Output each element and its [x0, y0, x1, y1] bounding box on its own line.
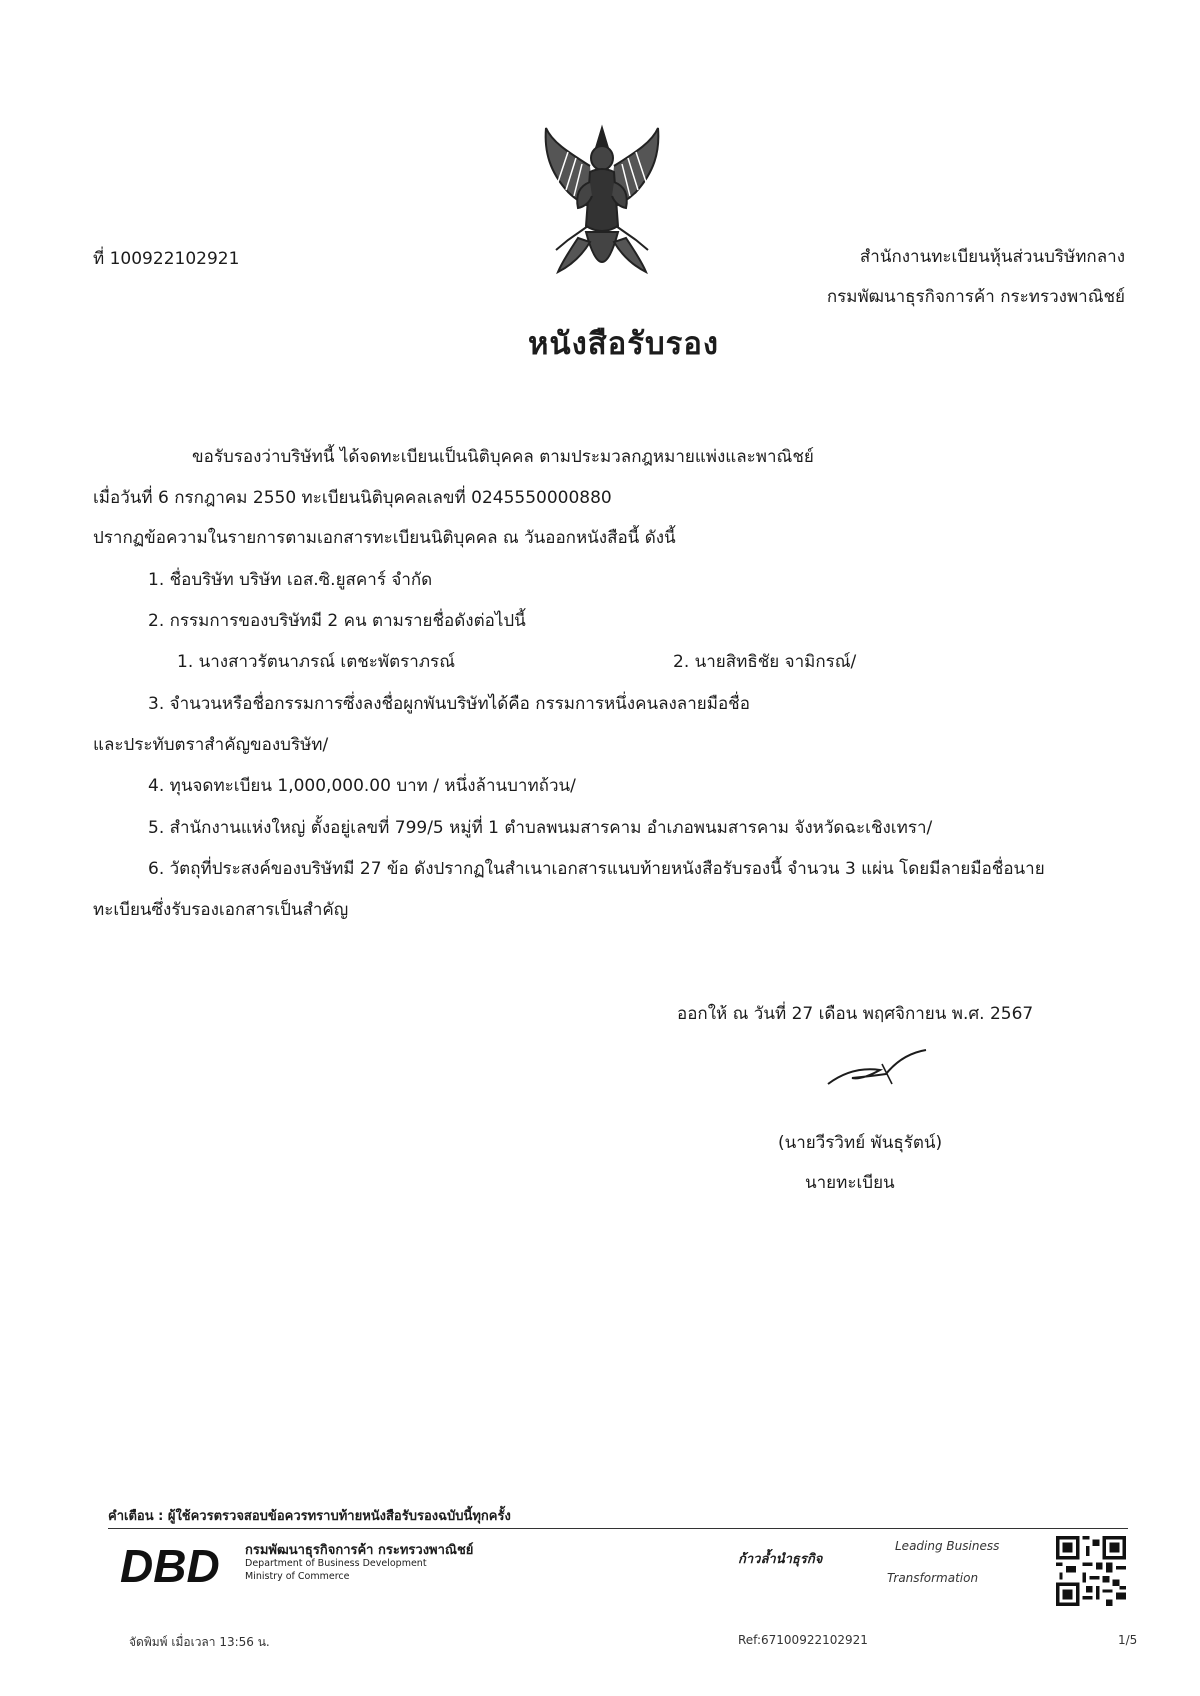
intro-line-2: เมื่อวันที่ 6 กรกฎาคม 2550 ทะเบียนนิติบุคคลเลขที่ 0245550000880	[93, 488, 612, 508]
motto-en-line-2: Transformation	[887, 1571, 979, 1585]
registrar-office-line-1: สำนักงานทะเบียนหุ้นส่วนบริษัทกลาง	[859, 247, 1125, 267]
page-number: 1/5	[1118, 1633, 1138, 1647]
dbd-logo-icon	[118, 1536, 236, 1592]
registrar-office-line-2: กรมพัฒนาธุรกิจการค้า กระทรวงพาณิชย์	[826, 287, 1125, 307]
item-head-office: 5. สำนักงานแห่งใหญ่ ตั้งอยู่เลขที่ 799/5 หมู่ที่ 1 ตำบลพนมสารคาม อำเภอพนมสารคาม จังหวัดฉะเชิงเทรา/	[148, 818, 933, 838]
item-objectives-cont: ทะเบียนซึ่งรับรองเอกสารเป็นสำคัญ	[93, 900, 349, 920]
signature-icon	[822, 1044, 932, 1090]
document-title: หนังสือรับรอง	[528, 326, 720, 362]
motto-en-line-1: Leading Business	[895, 1539, 1000, 1553]
footer-warning: คำเตือน : ผู้ใช้ควรตรวจสอบข้อควรทราบท้ายหนังสือรับรองฉบับนี้ทุกครั้ง	[108, 1509, 511, 1524]
item-objectives: 6. วัตถุที่ประสงค์ของบริษัทมี 27 ข้อ ดังปรากฏในสำเนาเอกสารแนบท้ายหนังสือรับรองนี้ จำนวน 3 แผ่น โดยมีลายมือชื่อนาย	[148, 859, 1045, 879]
garuda-emblem-icon	[538, 122, 666, 292]
item-company-name: 1. ชื่อบริษัท บริษัท เอส.ซิ.ยูสคาร์ จำกัด	[148, 570, 433, 590]
dbd-logo-text: DBD	[120, 1540, 220, 1592]
director-1: 1. นางสาวรัตนาภรณ์ เตชะพัตราภรณ์	[177, 652, 455, 672]
intro-line-1: ขอรับรองว่าบริษัทนี้ ได้จดทะเบียนเป็นนิติบุคคล ตามประมวลกฎหมายแพ่งและพาณิชย์	[192, 447, 814, 467]
intro-line-3: ปรากฏข้อความในรายการตามเอกสารทะเบียนนิติบุคคล ณ วันออกหนังสือนี้ ดังนี้	[93, 528, 676, 548]
qr-code-icon	[1056, 1536, 1126, 1606]
signatory-position: นายทะเบียน	[805, 1173, 895, 1193]
item-directors: 2. กรรมการของบริษัทมี 2 คน ตามรายชื่อดังต่อไปนี้	[148, 611, 526, 631]
print-time: จัดพิมพ์ เมื่อเวลา 13:56 น.	[129, 1635, 270, 1649]
document-number: ที่ 100922102921	[93, 249, 240, 269]
footer-divider	[108, 1528, 1128, 1529]
motto-th: ก้าวล้ำนำธุรกิจ	[738, 1552, 823, 1567]
signatory-name: (นายวีรวิทย์ พันธุรัตน์)	[778, 1133, 943, 1153]
department-name-th: กรมพัฒนาธุรกิจการค้า กระทรวงพาณิชย์	[245, 1543, 474, 1558]
item-signing-authority-cont: และประทับตราสำคัญของบริษัท/	[93, 735, 329, 755]
director-2: 2. นายสิทธิชัย จามิกรณ์/	[673, 652, 857, 672]
reference-number: Ref:67100922102921	[738, 1633, 868, 1647]
ministry-name-en: Ministry of Commerce	[245, 1571, 350, 1582]
department-name-en: Department of Business Development	[245, 1558, 427, 1569]
item-signing-authority: 3. จำนวนหรือชื่อกรรมการซึ่งลงชื่อผูกพันบริษัทได้คือ กรรมการหนึ่งคนลงลายมือชื่อ	[148, 694, 750, 714]
issue-date: ออกให้ ณ วันที่ 27 เดือน พฤศจิกายน พ.ศ. 2567	[677, 1004, 1034, 1024]
item-registered-capital: 4. ทุนจดทะเบียน 1,000,000.00 บาท / หนึ่งล้านบาทถ้วน/	[148, 776, 576, 796]
